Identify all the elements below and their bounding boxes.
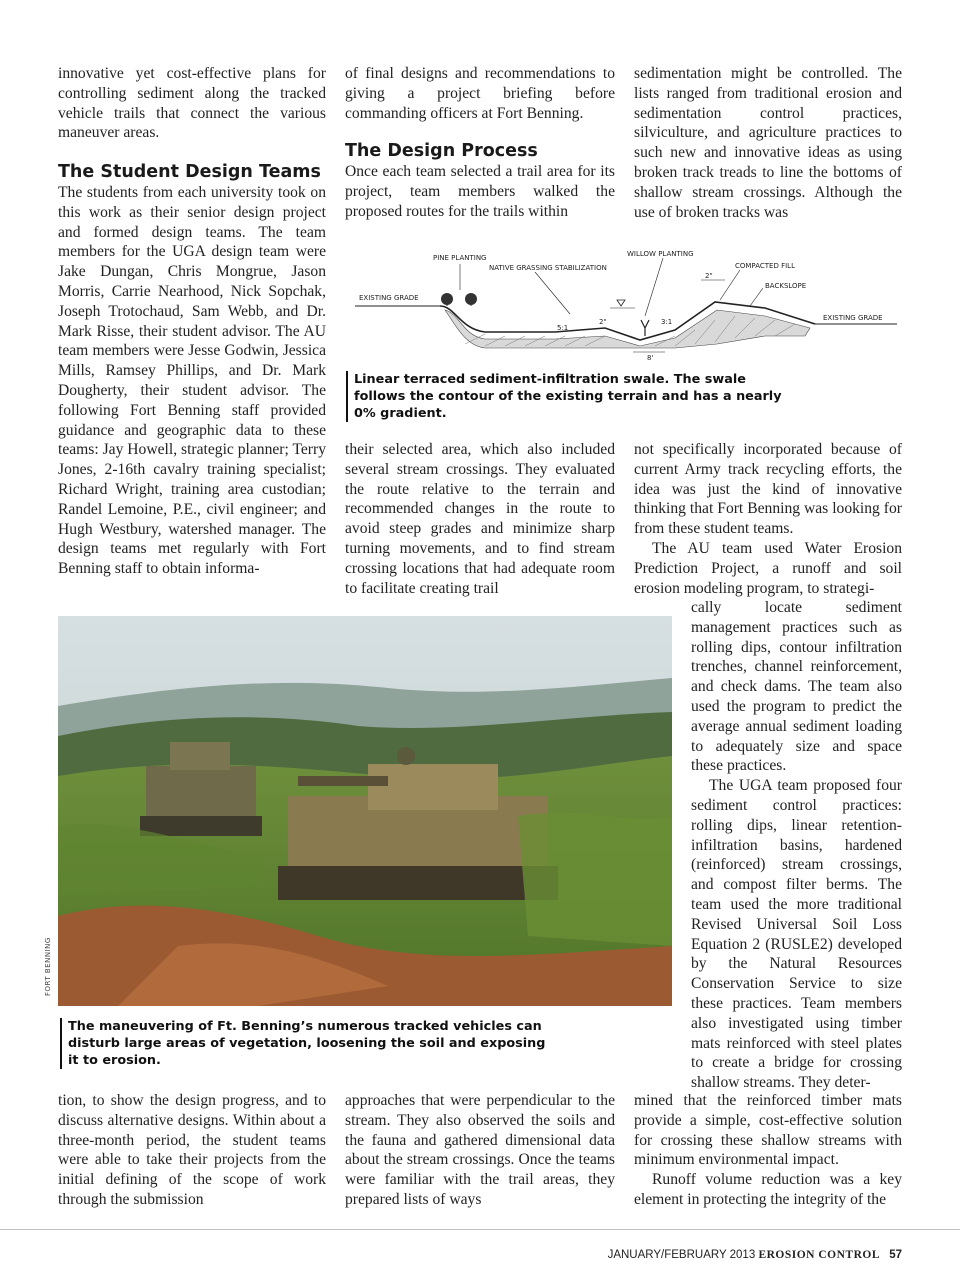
swale-diagram [345, 244, 905, 364]
label-willow-planting: WILLOW PLANTING [627, 250, 694, 258]
column-2-bottom [345, 1091, 615, 1210]
pine-tree-icons [441, 293, 477, 306]
label-backslope: BACKSLOPE [765, 282, 807, 290]
column-3-bottom [634, 1091, 902, 1210]
label-pine-planting: PINE PLANTING [433, 254, 487, 262]
column-3-wrap [691, 598, 902, 1093]
footer-issue: JANUARY/FEBRUARY 2013 [607, 1249, 756, 1261]
paragraph-design-process: Once each team selected a trail area for its project, team members walked the proposed routes for the trails within [345, 163, 615, 220]
column-3-top [634, 64, 902, 222]
label-slope-3-1: 3:1 [661, 318, 673, 326]
paragraph-uga-team: The UGA team proposed four sediment control practices: rolling dips, linear retention-infiltration basins, hardened (reinforced) stream crossings, and compost filter berms. The team used the more traditional Revised Universal Soil Loss Equation 2 (RUSLE2) developed by the Natural Resources Conservation Service to size these practices. Team members also investigated using timber mats reinforced with steel plates to create a bridge for crossing shallow streams. They deter- [691, 777, 902, 1092]
paragraph-final-designs: of final designs and recommendations to giving a project briefing before commanding officers at Fort Benning. [345, 65, 615, 122]
tank-photo [58, 616, 672, 1006]
footer-page-number: 57 [889, 1249, 902, 1261]
column-1-top [58, 64, 326, 579]
paragraph-intro: innovative yet cost-effective plans for controlling sediment along the tracked vehicle trails that connect the various maneuver areas. [58, 65, 326, 142]
paragraph-sedimentation: sedimentation might be controlled. The lists ranged from traditional erosion and sedimentation control practices, silviculture, and agriculture practices to such new and innovative ideas as using broken track treads to line the bottoms of shallow stream crossings. Although the use of broken tracks was [634, 65, 902, 221]
label-existing-grade-left: EXISTING GRADE [359, 294, 419, 302]
paragraph-teams: The students from each university took on this work as their senior design project and formed design teams. The team members for the UGA design team were Jake Dungan, Chris Mongrue, Jason Morris, Carrie Nearhood, Nick Sopchak, Joseph Trotochaud, Sam Webb, and Dr. Mark Risse, their student advisor. The AU team members were Jesse Godwin, Jessica Mills, Ramsey Phillips, and Dr. Mark Dougherty, their student advisor. The following Fort Benning staff provided guidance and geographic data to these teams: Jay Howell, strategic planner; Terry Jones, 2-16th cavalry training specialist; Richard Wright, training area custodian; Randel Lemoine, P.E., civil engineer; and Hugh Westbury, watershed manager. The design teams met regularly with Fort Benning staff to obtain informa- [58, 183, 326, 578]
column-2-middle [345, 440, 615, 598]
paragraph-timber-mats: mined that the reinforced timber mats provide a simple, cost-effective solution for crossing these shallow streams with minimum environmental impact. [634, 1092, 902, 1169]
willow-icon [641, 320, 649, 336]
paragraph-selected-area: their selected area, which also included several stream crossings. They evaluated the route relative to the terrain and recommended changes in the route to avoid steep grades and minimize sharp turning movements, and to find stream crossing locations that had adequate room to facilitate creating trail [345, 441, 615, 597]
water-level-icon [617, 300, 625, 306]
column-1-bottom [58, 1091, 326, 1210]
label-native-grassing: NATIVE GRASSING STABILIZATION [489, 264, 607, 272]
swale-fill-hatch [445, 310, 810, 348]
column-2-top [345, 64, 615, 222]
paragraph-au-team-start: The AU team used Water Erosion Prediction Project, a runoff and soil erosion modeling program, to strategi- [634, 539, 902, 597]
paragraph-approaches: approaches that were perpendicular to the stream. They also observed the soils and the fauna and gathered dimensional data about the stream crossings. Once the teams were familiar with the trail areas, they prepared lists of ways [345, 1092, 615, 1208]
label-dimension-2-top: 2" [705, 272, 713, 280]
paragraph-design-progress: tion, to show the design progress, and to discuss alternative designs. Within about a three-month period, the student teams were able to take their projects from the initial defining of the scope of work through the submission [58, 1092, 326, 1208]
tank-photo-illustration [58, 616, 672, 1006]
label-existing-grade-right: EXISTING GRADE [823, 314, 883, 322]
label-dimension-8: 8' [647, 354, 654, 362]
heading-design-process: The Design Process [345, 141, 538, 162]
paragraph-runoff: Runoff volume reduction was a key element in protecting the integrity of the [634, 1171, 902, 1208]
paragraph-au-team-cont: cally locate sediment management practices such as rolling dips, contour infiltration trenches, channel reinforcement, and check dams. The team also used the program to predict the average annual sediment loading to adequately size and space these practices. [691, 599, 902, 775]
label-compacted-fill: COMPACTED FILL [735, 262, 795, 270]
label-dimension-2-mid: 2" [599, 318, 607, 326]
photo-caption: The maneuvering of Ft. Benning’s numerous tracked vehicles can disturb large areas of vegetation, loosening the soil and exposing it to erosion. [60, 1018, 548, 1069]
footer-rule [0, 1229, 960, 1230]
paragraph-not-incorporated: not specifically incorporated because of current Army track recycling efforts, the idea was just the kind of innovative thinking that Fort Benning was looking for from these student teams. [634, 441, 902, 538]
heading-student-design-teams: The Student Design Teams [58, 162, 321, 183]
footer-magazine: EROSION CONTROL [758, 1249, 880, 1261]
diagram-caption: Linear terraced sediment-infiltration swale. The swale follows the contour of the existing terrain and has a nearly 0% gradient. [346, 371, 794, 422]
label-slope-5-1: 5:1 [557, 324, 569, 332]
photo-credit: FORT BENNING [44, 937, 52, 996]
page-footer [608, 1249, 902, 1261]
column-3-middle [634, 440, 902, 598]
